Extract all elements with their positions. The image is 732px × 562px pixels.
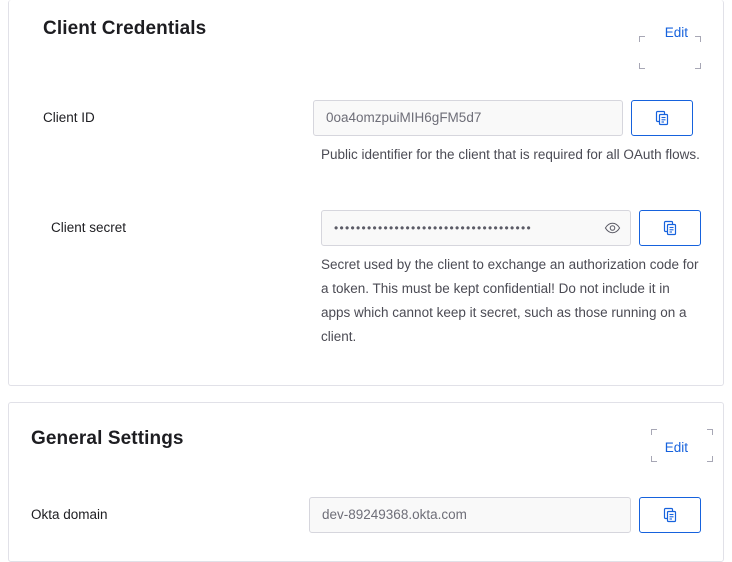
copy-client-secret-button[interactable] [639, 210, 701, 246]
copy-client-id-button[interactable] [631, 100, 693, 136]
client-secret-label: Client secret [51, 220, 127, 235]
edit-general-settings-button[interactable]: Edit [664, 440, 688, 455]
general-settings-header [9, 403, 723, 459]
copy-okta-domain-button[interactable] [639, 497, 701, 533]
client-id-label: Client ID [43, 110, 95, 125]
copy-icon [662, 507, 678, 523]
copy-icon [654, 110, 670, 126]
client-secret-input[interactable] [321, 210, 631, 246]
client-id-input[interactable]: 0oa4omzpuiMIH6gFM5d7 [313, 100, 623, 136]
client-secret-helper-text: Secret used by the client to exchange an authorization code for a token. This must be kept confidential! Do not include it in apps which cannot keep it secret, such as those running on a client. [321, 257, 699, 344]
general-settings-title: General Settings [31, 428, 184, 449]
client-id-input-group [313, 100, 693, 136]
general-settings-panel [8, 402, 724, 562]
page-title: Client Credentials [43, 18, 207, 39]
okta-domain-label: Okta domain [31, 507, 108, 522]
client-credentials-header [9, 0, 723, 56]
client-id-helper-text: Public identifier for the client that is required for all OAuth flows. [321, 147, 700, 162]
client-credentials-panel [8, 0, 724, 386]
okta-domain-input-group [309, 497, 701, 533]
copy-icon [662, 220, 678, 236]
edit-client-credentials-button[interactable]: Edit [664, 25, 688, 40]
okta-domain-input[interactable]: dev-89249368.okta.com [309, 497, 631, 533]
client-secret-input-group [321, 210, 701, 246]
client-secret-value: •••••••••••••••••••••••••••••••••••• [334, 221, 533, 235]
eye-icon[interactable] [604, 220, 621, 237]
